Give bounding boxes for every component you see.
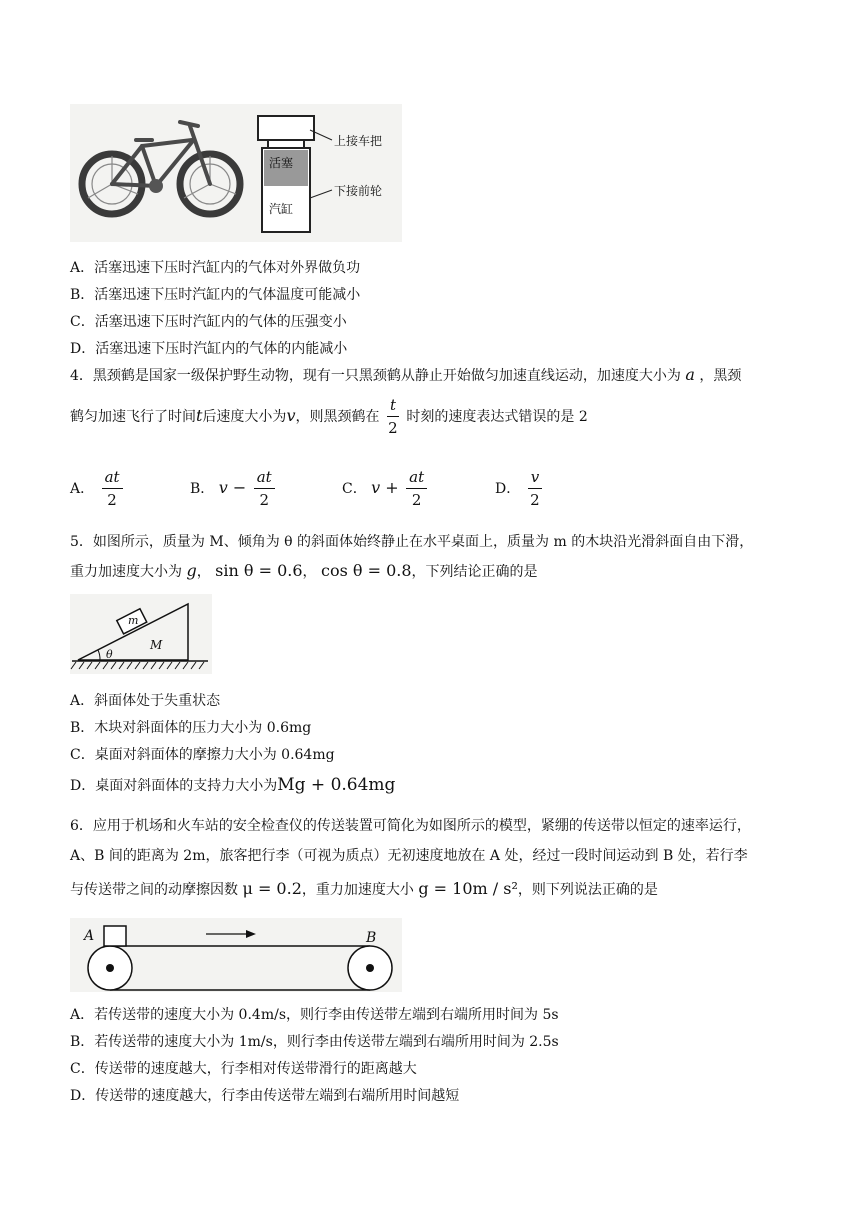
piston-label: 活塞	[269, 156, 294, 170]
point-a-label: A	[84, 928, 95, 944]
fraction-numerator: at	[102, 470, 123, 489]
fraction-denominator: 2	[107, 491, 117, 509]
q4-stem-line1	[70, 365, 741, 385]
point-b-label: B	[366, 930, 377, 946]
q5-sin-value: sin θ = 0.6	[215, 561, 303, 580]
conveyor-figure	[70, 918, 402, 992]
q4-option-b	[190, 470, 278, 508]
q6-option-d: D．传送带的速度越大，行李由传送带左端到右端所用时间越短	[70, 1088, 460, 1104]
q3-option-d: D．活塞迅速下压时汽缸内的气体的内能减小	[70, 341, 348, 357]
q5-cos-value: cos θ = 0.8	[320, 561, 412, 580]
incline-figure	[70, 594, 212, 674]
conveyor-illustration	[70, 918, 402, 992]
q4-var-a: a	[685, 365, 695, 384]
fraction-numerator: v	[528, 470, 542, 489]
q5-option-b: B．木块对斜面体的压力大小为 0.6mg	[70, 720, 312, 736]
fraction-denominator: 2	[411, 491, 422, 509]
bottom-connector-label: 下接前轮	[334, 184, 383, 198]
q4-half-t-fraction	[387, 398, 399, 436]
q6-stem-line3	[70, 879, 658, 899]
angle-theta-label: θ	[106, 648, 113, 661]
q4-option-fraction	[254, 470, 275, 508]
q4-var-v: v	[286, 406, 296, 425]
q6-option-b: B．若传送带的速度大小为 1m/s，则行李由传送带左端到右端所用时间为 2.5s	[70, 1034, 559, 1050]
q4-stem-line2-b: 后速度大小为	[202, 409, 287, 425]
top-connector-label: 上接车把	[334, 134, 383, 148]
q6-stem-line3-c: ，则下列说法正确的是	[517, 882, 658, 898]
q6-option-c: C．传送带的速度越大，行李相对传送带滑行的距离越大	[70, 1061, 417, 1077]
q5-stem-line1: 5．如图所示，质量为 M、倾角为 θ 的斜面体始终静止在水平桌面上，质量为 m 的木块沿光滑斜面自由下滑，	[70, 534, 754, 550]
fraction-numerator: at	[254, 470, 275, 489]
q6-mu-value: μ = 0.2	[242, 879, 302, 898]
q4-option-fraction	[528, 470, 542, 508]
bicycle-illustration	[70, 104, 402, 242]
q3-option-a: A．活塞迅速下压时汽缸内的气体对外界做负功	[70, 260, 361, 276]
q4-stem-line2	[70, 398, 588, 436]
q4-option-c	[342, 470, 430, 508]
q5-option-d	[70, 775, 395, 795]
q4-option-label: D．	[495, 481, 521, 497]
q4-option-label: C．	[342, 481, 367, 497]
q4-var-t: t	[196, 406, 203, 425]
q4-stem-text-a: 4．黑颈鹤是国家一级保护野生动物，现有一只黑颈鹤从静止开始做匀加速直线运动，加速度大小为	[70, 368, 681, 384]
q5-option-d-text: D．桌面对斜面体的支持力大小为	[70, 778, 278, 794]
incline-illustration	[70, 594, 212, 674]
q4-option-d	[495, 470, 545, 508]
cylinder-label: 汽缸	[269, 202, 294, 216]
q4-option-label: B．	[190, 481, 215, 497]
q4-frac-num: t	[387, 398, 399, 417]
q3-option-c: C．活塞迅速下压时汽缸内的气体的压强变小	[70, 314, 347, 330]
q6-stem-line1: 6．应用于机场和火车站的安全检查仪的传送装置可简化为如图所示的模型，紧绷的传送带以恒定的速率运行，	[70, 818, 751, 834]
q4-option-label: A．	[70, 481, 95, 497]
q6-stem-line2: A、B 间的距离为 2m，旅客把行李（可视为质点）无初速度地放在 A 处，经过一段时间运动到 B 处，若行李	[70, 848, 748, 864]
incline-mass-label: M	[150, 638, 163, 652]
q6-stem-line3-a: 与传送带之间的动摩擦因数	[70, 882, 238, 898]
q3-option-b: B．活塞迅速下压时汽缸内的气体温度可能减小	[70, 287, 361, 303]
fraction-denominator: 2	[259, 491, 269, 509]
q5-option-c: C．桌面对斜面体的摩擦力大小为 0.64mg	[70, 747, 335, 763]
q5-option-a: A．斜面体处于失重状态	[70, 693, 221, 709]
q5-stem-line2: 重力加速度大小为 g， sin θ = 0.6， cos θ = 0.8，下列结论正确的是	[70, 561, 538, 580]
fraction-denominator: 2	[530, 491, 540, 509]
q5-stem-line2-b: ，下列结论正确的是	[411, 564, 538, 580]
q4-frac-den: 2	[388, 419, 398, 437]
q4-option-prefix: v +	[371, 478, 399, 497]
block-mass-label: m	[128, 614, 139, 627]
q6-stem-line3-b: ，重力加速度大小	[301, 882, 414, 898]
q4-stem-line2-c: ，则黑颈鹤在	[295, 409, 380, 425]
q4-stem-line2-d: 时刻的速度表达式错误的是 2	[406, 409, 588, 425]
q5-option-d-math: Mg + 0.64mg	[277, 775, 396, 795]
q5-stem-line2-a: 重力加速度大小为	[70, 564, 182, 580]
q4-option-fraction	[102, 470, 123, 508]
q6-g-value: g = 10m / s²	[418, 879, 518, 898]
q4-stem-text-b: ，黑颈	[699, 368, 742, 384]
bicycle-figure	[70, 104, 402, 242]
fraction-numerator: at	[406, 470, 427, 489]
q6-option-a: A．若传送带的速度大小为 0.4m/s，则行李由传送带左端到右端所用时间为 5s	[70, 1007, 559, 1023]
q4-stem-line2-a: 鹤匀加速飞行了时间	[70, 409, 196, 425]
q4-option-a	[70, 470, 126, 508]
q4-option-fraction	[406, 470, 427, 508]
q5-var-g: g	[186, 561, 197, 580]
q4-option-prefix: v −	[218, 478, 247, 497]
